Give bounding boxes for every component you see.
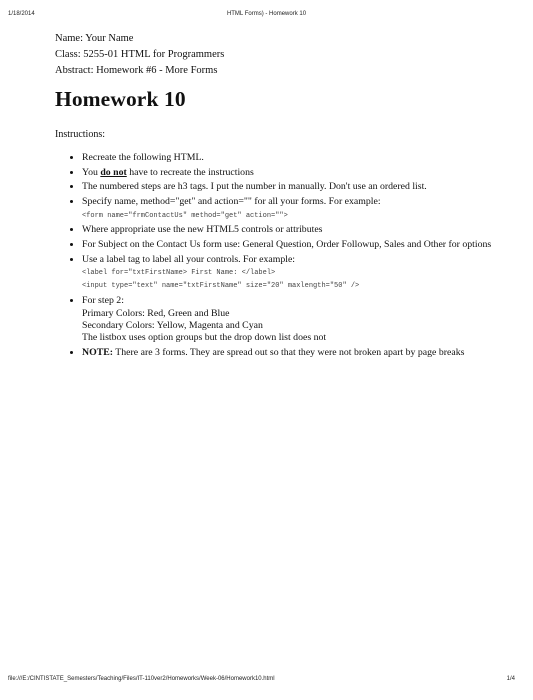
instructions-list — [64, 152, 507, 362]
print-header-title: HTML Forms) - Homework 10 — [226, 11, 307, 17]
list-item — [82, 224, 507, 236]
print-footer-path: file:///E:/CINTISTATE_Semesters/Teaching/Files/IT-110ver2/Homeworks/Week-06/Homework10.html — [8, 676, 275, 682]
item-text: You — [82, 166, 101, 178]
do-not-emphasis: do not — [100, 166, 127, 178]
item-text: Recreate the following HTML. — [82, 152, 204, 163]
listbox-note: The listbox uses option groups but the drop down list does not — [82, 332, 327, 344]
list-item — [82, 347, 507, 359]
item-text: For Subject on the Contact Us form use: General Question, Order Followup, Sales and Other for options — [82, 238, 492, 250]
page-title: Homework 10 — [55, 87, 186, 111]
print-page-number: 1/4 — [506, 676, 515, 682]
code-label-example: <label for="txtFirstName> First Name: </label> — [82, 269, 276, 278]
list-item — [82, 181, 507, 193]
print-date: 1/18/2014 — [8, 11, 35, 17]
item-text: For step 2: — [82, 295, 124, 307]
code-input-example: <input type="text" name="txtFirstName" size="20" maxlength="50" /> — [82, 282, 360, 291]
item-text: have to recreate the instructions — [126, 166, 254, 178]
primary-colors: Primary Colors: Red, Green and Blue — [82, 307, 230, 319]
list-item — [82, 295, 507, 345]
note-label: NOTE: — [82, 347, 114, 359]
note-text: There are 3 forms. They are spread out so that they were not broken apart by page breaks — [113, 347, 465, 359]
item-text: Where appropriate use the new HTML5 controls or attributes — [82, 224, 323, 236]
list-item — [82, 254, 507, 293]
list-item — [82, 196, 507, 222]
item-text: Specify name, method="get" and action="" for all your forms. For example: — [82, 196, 381, 208]
meta-name: Name: Your Name — [55, 33, 134, 44]
code-form-example: <form name="frmContactUs" method="get" action=""> — [82, 211, 288, 220]
instructions-label: Instructions: — [55, 129, 105, 140]
meta-class: Class: 5255-01 HTML for Programmers — [55, 49, 225, 60]
document-meta — [55, 31, 224, 79]
secondary-colors: Secondary Colors: Yellow, Magenta and Cyan — [82, 319, 263, 331]
list-item — [82, 167, 507, 179]
meta-abstract: Abstract: Homework #6 - More Forms — [55, 65, 218, 76]
item-text: The numbered steps are h3 tags. I put the number in manually. Don't use an ordered list. — [82, 181, 427, 193]
item-text: Use a label tag to label all your controls. For example: — [82, 253, 296, 265]
list-item — [82, 152, 507, 164]
list-item — [82, 239, 507, 251]
